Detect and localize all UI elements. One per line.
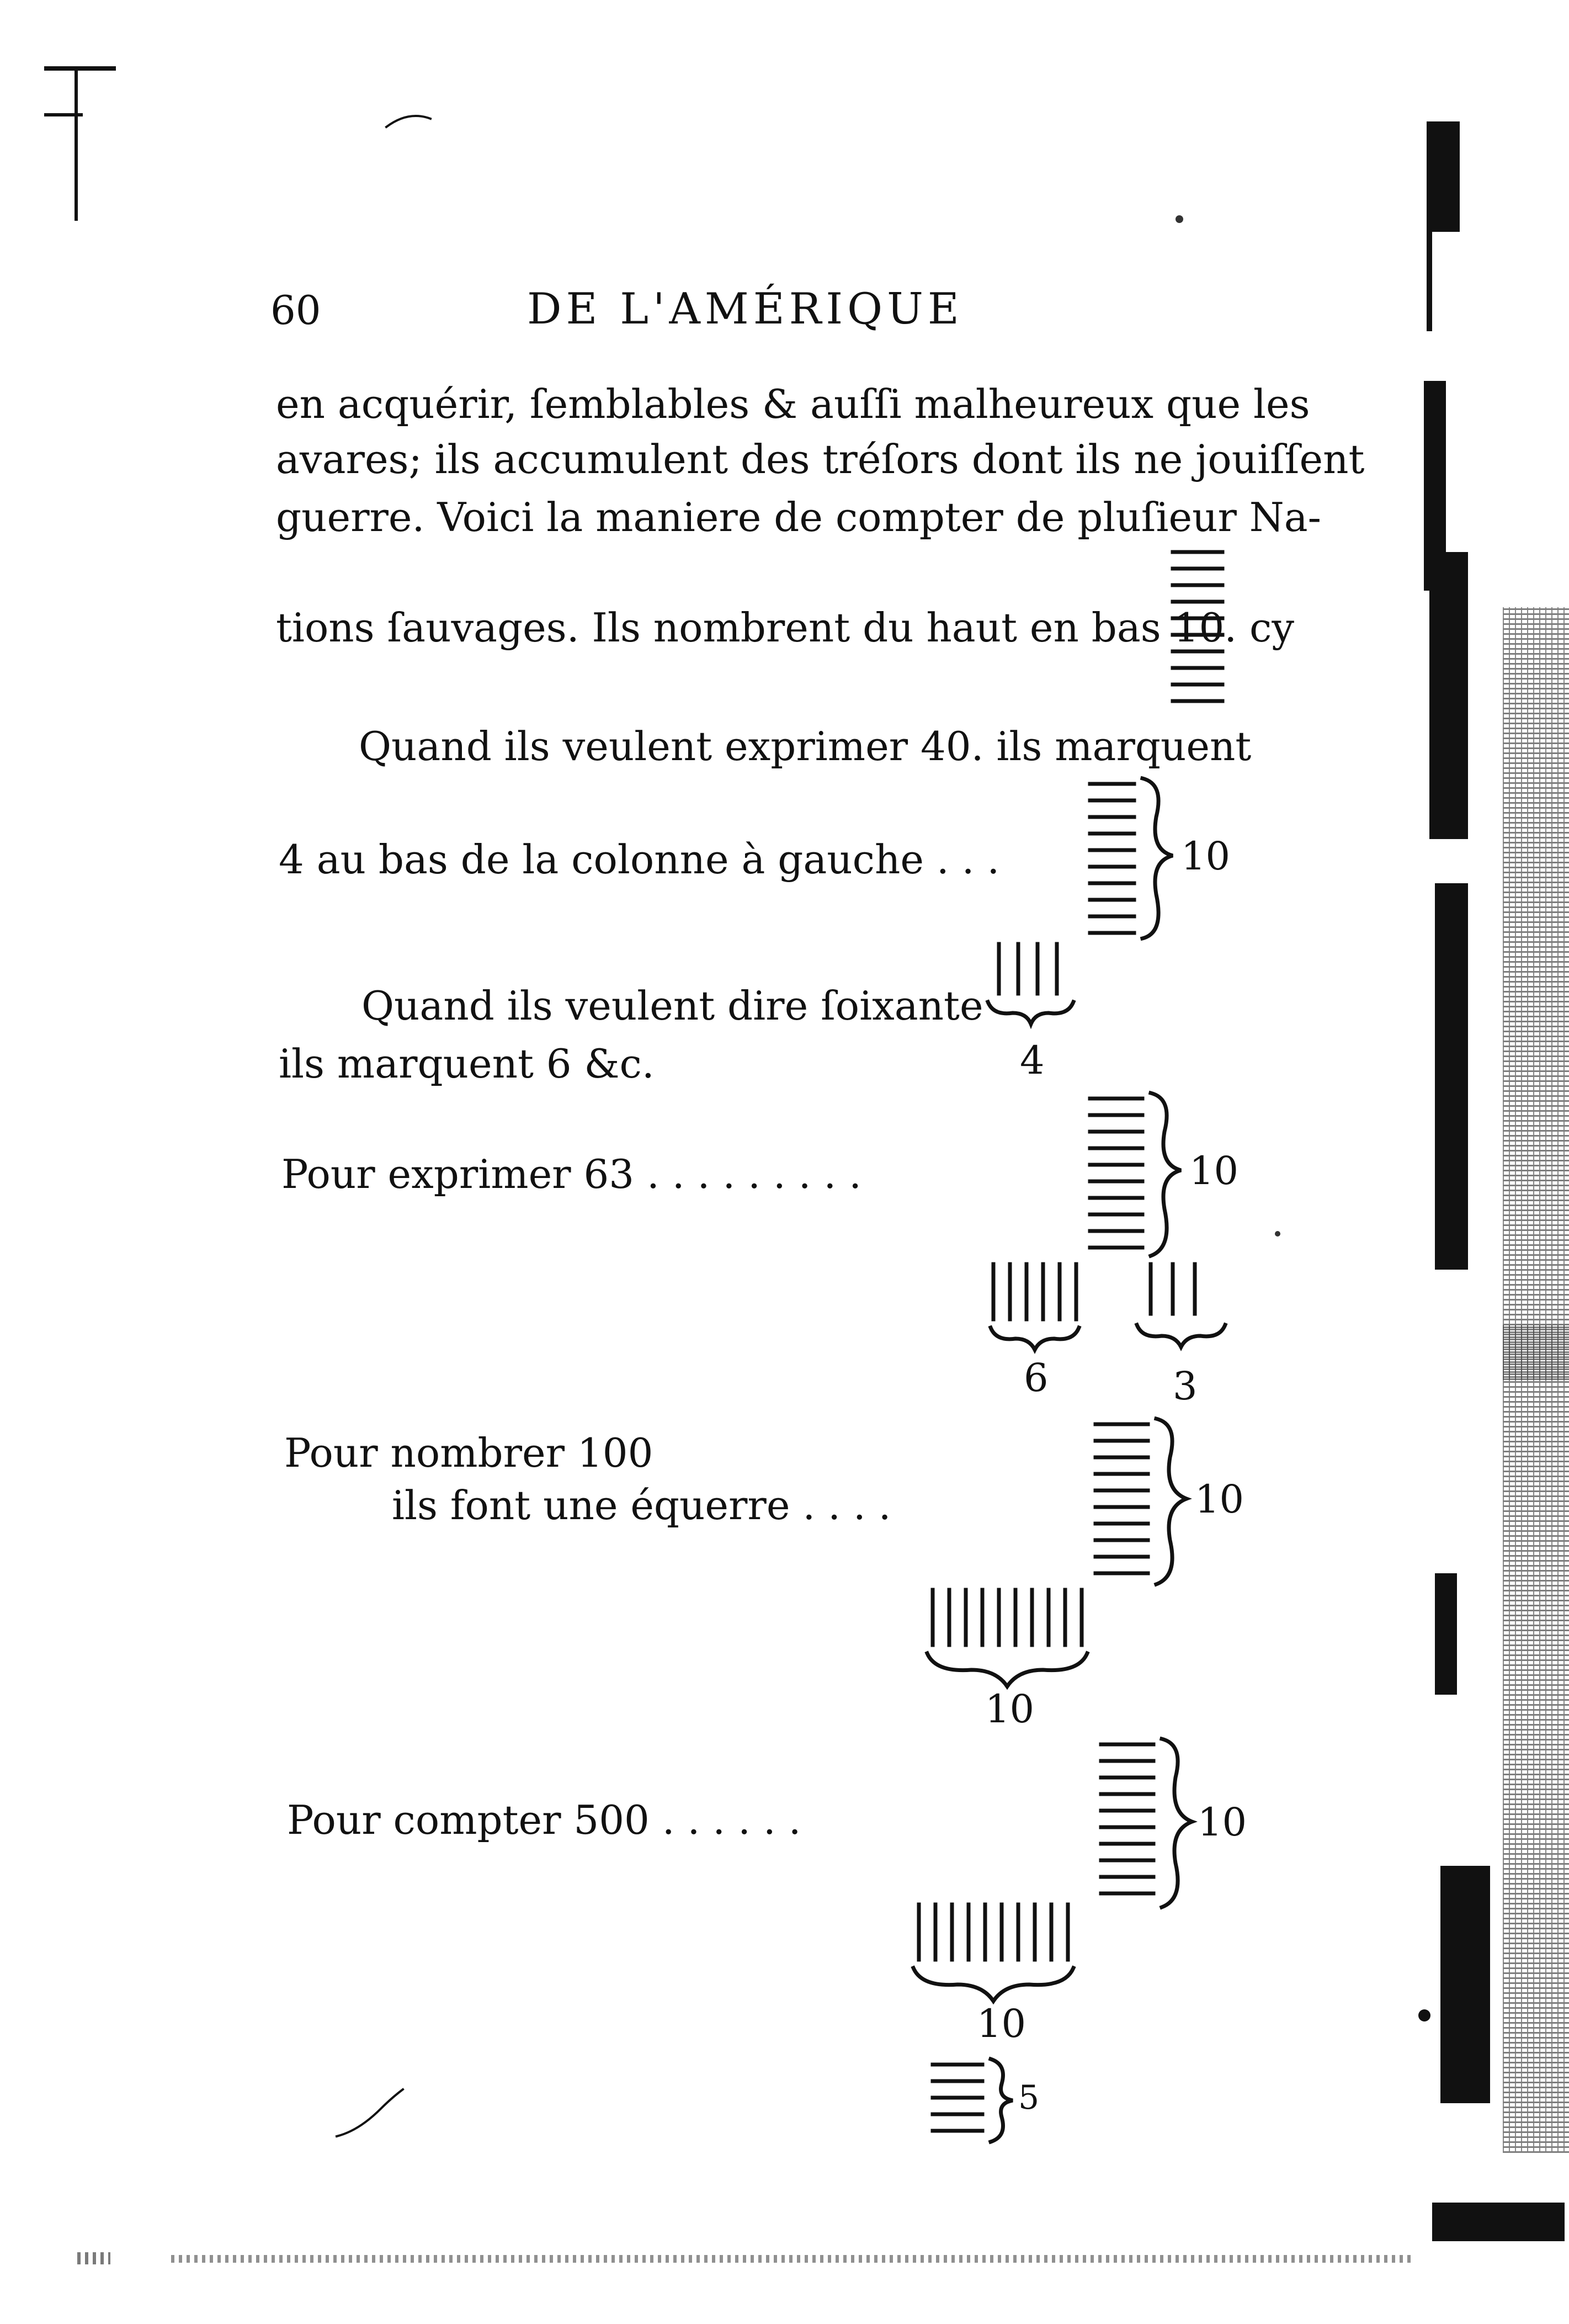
text-line-5: Quand ils veulent exprimer 40. ils marquent: [359, 723, 1252, 770]
text-line-6: 4 au bas de la colonne à gauche . . .: [279, 836, 1000, 883]
tally-figure-ten: [1173, 552, 1222, 701]
text-line-11: ils font une équerre . . . .: [392, 1482, 891, 1529]
fig40-four-label: 4: [1020, 1038, 1045, 1083]
fig500-five-label: 5: [1018, 2078, 1040, 2117]
fig63-three-label: 3: [1173, 1363, 1198, 1409]
page-number: 60: [270, 287, 321, 333]
fig100-ten-bottom-label: 10: [985, 1686, 1035, 1732]
fig40-ten-label: 10: [1181, 834, 1231, 879]
tally-figure-hundred: [927, 1419, 1187, 1686]
tally-figure-sixty-three: [991, 1093, 1225, 1350]
fig63-six-label: 6: [1024, 1355, 1049, 1400]
text-line-12: Pour compter 500 . . . . . .: [287, 1797, 801, 1843]
text-line-3: guerre. Voici la maniere de compter de pluſieur Na-: [276, 494, 1322, 540]
fig500-ten-right-label: 10: [1198, 1800, 1247, 1845]
text-line-2: avares; ils accumulent des tréſors dont ils ne jouiſſent: [276, 436, 1365, 482]
fig500-ten-bottom-label: 10: [977, 2001, 1027, 2046]
text-line-4: tions ſauvages. Ils nombrent du haut en bas 10. cy: [276, 604, 1295, 651]
fig63-ten-label: 10: [1189, 1148, 1239, 1193]
tally-figure-five-hundred: [913, 1739, 1192, 2142]
text-line-9: Pour exprimer 63 . . . . . . . . .: [281, 1151, 862, 1197]
text-line-10: Pour nombrer 100: [284, 1430, 653, 1476]
fig100-ten-right-label: 10: [1195, 1477, 1244, 1522]
running-head: DE L'AMÉRIQUE: [527, 284, 964, 334]
text-line-1: en acquérir, ſemblables & auſſi malheureux que les: [276, 381, 1310, 427]
text-line-7: Quand ils veulent dire ſoixante: [361, 983, 983, 1029]
text-line-8: ils marquent 6 &c.: [279, 1041, 655, 1087]
tally-figure-forty: [988, 778, 1173, 1024]
